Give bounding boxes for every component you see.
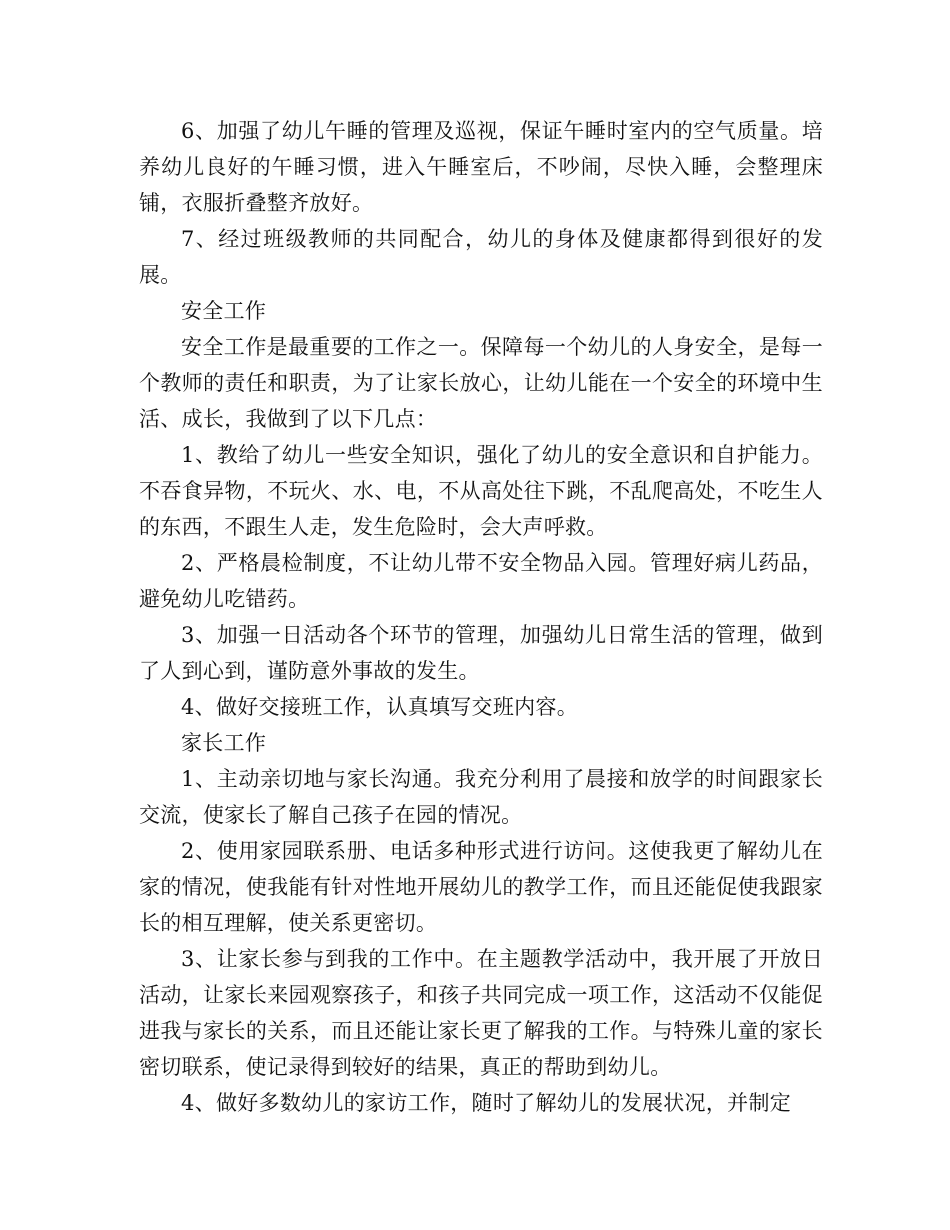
paragraph-contact-book: 2、使用家园联系册、电话多种形式进行访问。这使我更了解幼儿在家的情况，使我能有针对性地开展幼儿的教学工作，而且还能促使我跟家长的相互理解，使关系更密切。 xyxy=(139,839,823,935)
paragraph-safety-knowledge: 1、教给了幼儿一些安全知识，强化了幼儿的安全意识和自护能力。不吞食异物，不玩火、水、电，不从高处往下跳，不乱爬高处，不吃生人的东西，不跟生人走，发生危险时，会大声呼救。 xyxy=(139,443,823,539)
paragraph-safety-intro: 安全工作是最重要的工作之一。保障每一个幼儿的人身安全，是每一个教师的责任和职责，为了让家长放心，让幼儿能在一个安全的环境中生活、成长，我做到了以下几点： xyxy=(139,335,823,431)
paragraph-shift-handover: 4、做好交接班工作，认真填写交班内容。 xyxy=(181,695,579,719)
section-heading-safety: 安全工作 xyxy=(181,299,267,323)
section-heading-parents: 家长工作 xyxy=(181,731,267,755)
paragraph-home-visits: 4、做好多数幼儿的家访工作，随时了解幼儿的发展状况，并制定 xyxy=(181,1091,792,1115)
document-page xyxy=(139,113,823,1121)
paragraph-health-development: 7、经过班级教师的共同配合，幼儿的身体及健康都得到很好的发展。 xyxy=(139,227,823,287)
paragraph-morning-check: 2、严格晨检制度，不让幼儿带不安全物品入园。管理好病儿药品，避免幼儿吃错药。 xyxy=(139,551,823,611)
paragraph-parent-participation: 3、让家长参与到我的工作中。在主题教学活动中，我开展了开放日活动，让家长来园观察孩子，和孩子共同完成一项工作，这活动不仅能促进我与家长的关系，而且还能让家长更了解我的工作。与特殊儿童的家长密切联系，使记录得到较好的结果，真正的帮助到幼儿。 xyxy=(139,947,823,1079)
paragraph-nap-management: 6、加强了幼儿午睡的管理及巡视，保证午睡时室内的空气质量。培养幼儿良好的午睡习惯，进入午睡室后，不吵闹，尽快入睡，会整理床铺，衣服折叠整齐放好。 xyxy=(139,119,823,215)
paragraph-daily-management: 3、加强一日活动各个环节的管理，加强幼儿日常生活的管理，做到了人到心到，谨防意外事故的发生。 xyxy=(139,623,823,683)
paragraph-parent-communication: 1、主动亲切地与家长沟通。我充分利用了晨接和放学的时间跟家长交流，使家长了解自己孩子在园的情况。 xyxy=(139,767,823,827)
